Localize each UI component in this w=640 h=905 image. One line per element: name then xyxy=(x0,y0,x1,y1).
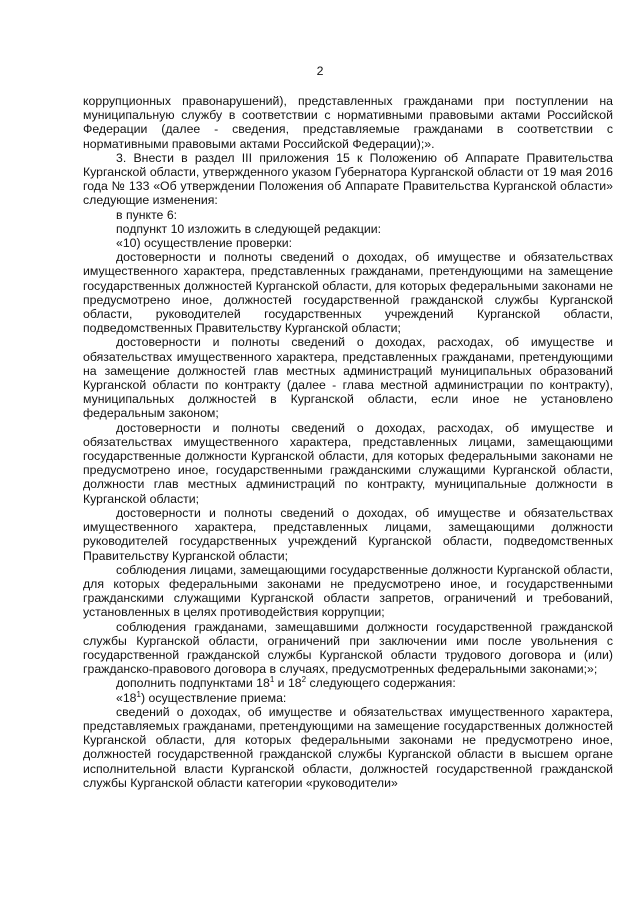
paragraph-continuation: коррупционных правонарушений), представленных гражданами при поступлении на муниципальную службу в соответствии с нормативными правовыми актами Российской Федерации (далее - сведения, представляемые гражданами в соответствии с нормативными правовыми актами Российской Федерации);». xyxy=(83,94,613,151)
paragraph-item-3: 3. Внести в раздел III приложения 15 к Положению об Аппарате Правительства Курганской области, утвержденного указом Губернатора Курганской области от 19 мая 2016 года № 133 «Об утверждении Положения об Аппарате Правительства Курганской области» следующие изменения: xyxy=(83,150,613,208)
supplement-middle: и 18 xyxy=(274,676,302,691)
paragraph-compliance-1: соблюдения лицами, замещающими государственные должности Курганской области, для которых федеральными законами не предусмотрено иное, и государственными гражданскими служащими Курганской области запретов, ограничений и требований, установленных в целях противодействия коррупции; xyxy=(83,562,613,620)
paragraph-item-18-1 xyxy=(83,691,613,705)
paragraph-verification-3: достоверности и полноты сведений о доходах, расходах, об имуществе и обязательствах имущественного характера, представленных лицами, замещающими государственные должности Курганской области, для которых федеральными законами не предусмотрено иное, государственными гражданскими служащими Курганской области, должности глав местных администраций по контракту, муниципальные должности в Курганской области; xyxy=(83,420,613,506)
item-superscript: 1 xyxy=(136,689,141,699)
document-body xyxy=(83,94,613,790)
paragraph-verification-4: достоверности и полноты сведений о доходах, об имуществе и обязательствах имущественного характера, представленных лицами, замещающими должности руководителей государственных учреждений Курганской области, подведомственных Правительству Курганской области; xyxy=(83,505,613,563)
paragraph-supplement xyxy=(83,676,613,690)
paragraph-verification-2: достоверности и полноты сведений о доходах, расходах, об имуществе и обязательствах имущественного характера, представленных гражданами, претендующими на замещение должностей глав местных администраций муниципальных образований Курганской области по контракту (далее - глава местной администрации по контракту), муниципальных должностей в Курганской области, если иное не установлено федеральным законом; xyxy=(83,335,613,421)
paragraph-compliance-2: соблюдения гражданами, замещавшими должности государственной гражданской службы Курганской области, ограничений при заключении ими после увольнения с государственной гражданской службы Курганской области трудового договора и (или) гражданско-правового договора в случаях, предусмотренных федеральными законами;»; xyxy=(83,619,613,677)
paragraph-verification-1: достоверности и полноты сведений о доходах, об имуществе и обязательствах имущественного характера, представленных гражданами, претендующими на замещение государственных должностей Курганской области, для которых федеральными законами не предусмотрено иное, должностей государственной гражданской службы Курганской области, руководителей государственных учреждений Курганской области, подведомственных Правительству Курганской области; xyxy=(83,250,613,336)
item-prefix: «18 xyxy=(116,690,137,705)
item-suffix: ) осуществление приема: xyxy=(140,690,287,705)
paragraph-point-6: в пункте 6: xyxy=(116,207,178,222)
paragraph-subpoint-10: подпункт 10 изложить в следующей редакции: xyxy=(116,221,382,236)
supplement-prefix: дополнить подпунктами 18 xyxy=(116,676,270,691)
superscript-2: 2 xyxy=(301,675,307,685)
superscript-1: 1 xyxy=(269,675,275,685)
supplement-suffix: следующего содержания: xyxy=(306,676,456,691)
page-number: 2 xyxy=(316,64,324,78)
paragraph-reception-1: сведений о доходах, об имуществе и обязательствах имущественного характера, представляемых гражданами, претендующими на замещение государственных должностей Курганской области, для которых федеральными законами не предусмотрено иное, должностей государственной гражданской службы Курганской области в высшем органе исполнительной власти Курганской области, должностей государственной гражданской службы Курганской области категории «руководители» xyxy=(83,704,613,790)
paragraph-verification-heading: «10) осуществление проверки: xyxy=(116,236,293,251)
